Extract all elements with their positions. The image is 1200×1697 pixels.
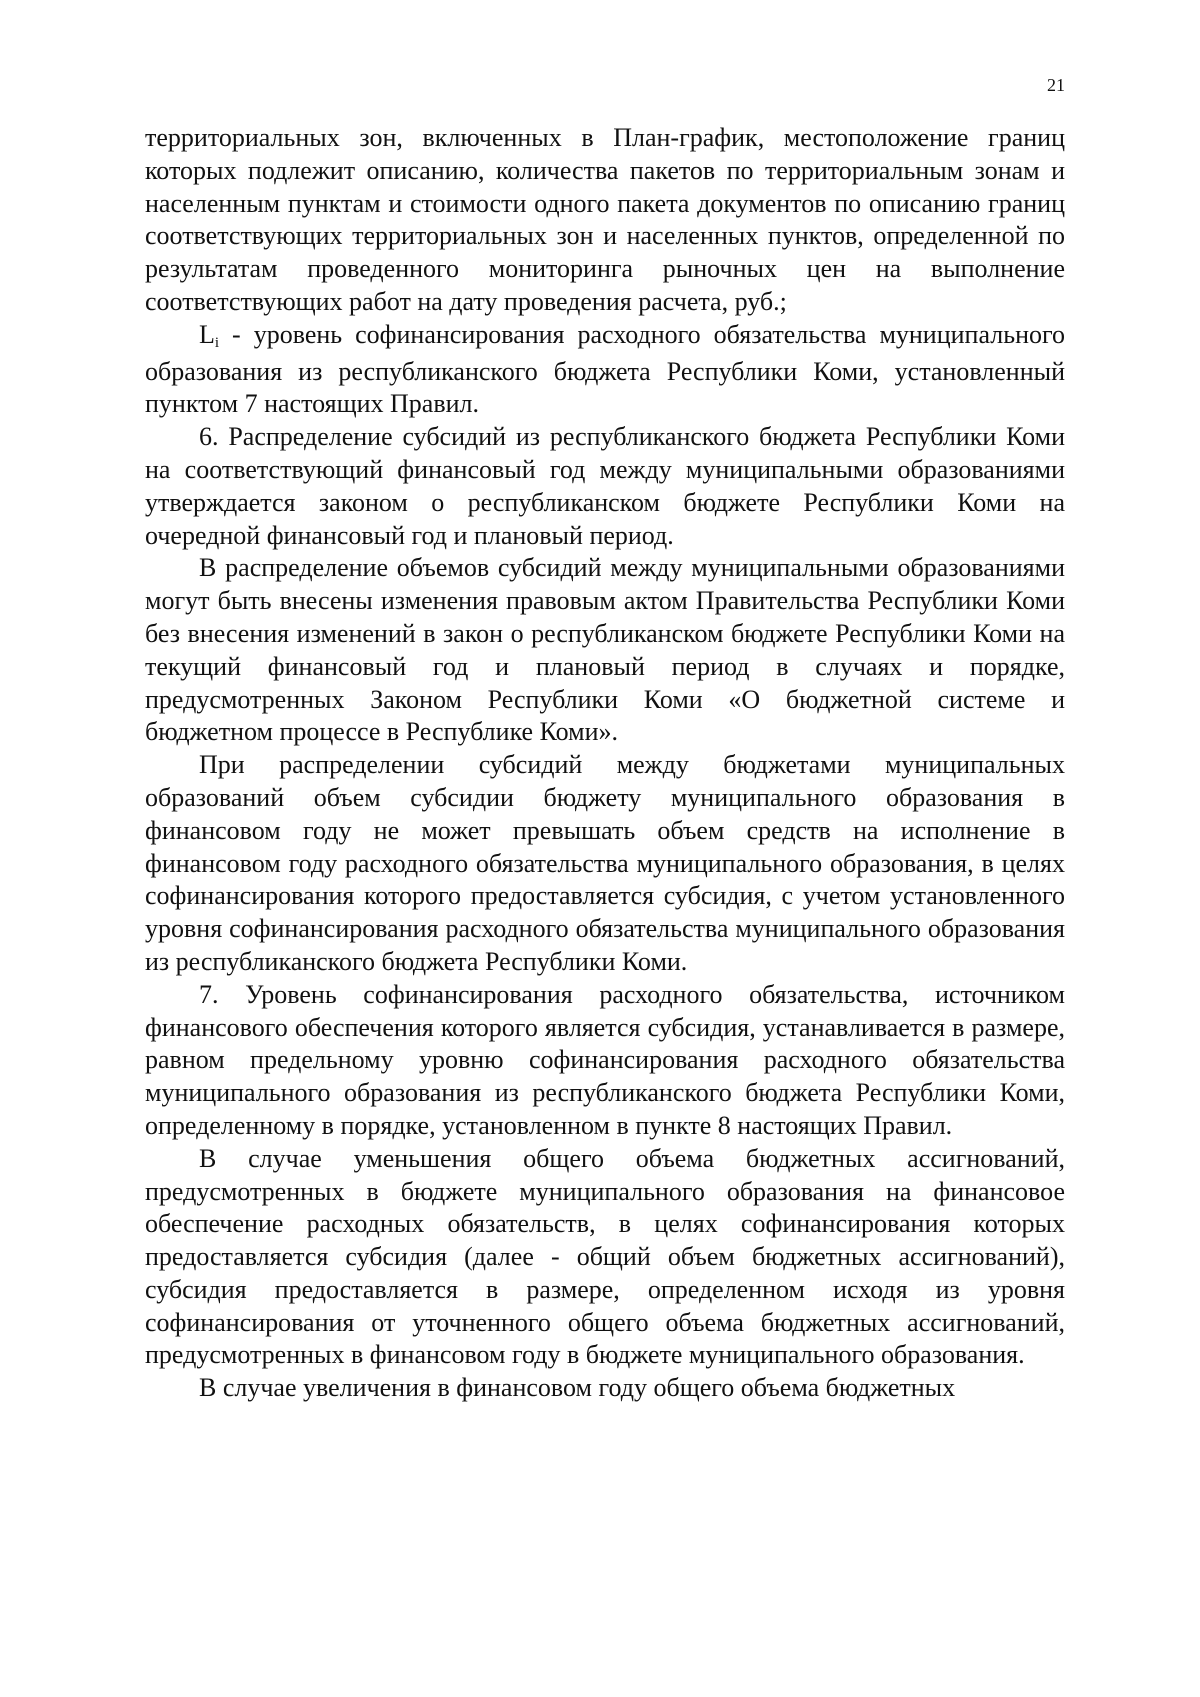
paragraph-increase-case: В случае увеличения в финансовом году общего объема бюджетных: [199, 1373, 956, 1403]
definition-text: - уровень софинансирования расходного обязательства муниципального образования из республиканского бюджета Республики Коми, установленный пунктом 7 настоящих Правил.: [145, 319, 1065, 419]
paragraph-definition-li: [145, 319, 1065, 421]
symbol-subscript: i: [214, 334, 220, 351]
symbol-li: [199, 320, 219, 349]
paragraph-item-7: 7. Уровень софинансирования расходного обязательства, источником финансового обеспечения которого является субсидия, устанавливается в размере, равном предельному уровню софинансирования расходного обязательства муниципального образования из республиканского бюджета Республики Коми, определенному в порядке, установленном в пункте 8 настоящих Правил.: [145, 979, 1065, 1140]
paragraph-distribution-changes: В распределение объемов субсидий между муниципальными образованиями могут быть внесены изменения правовым актом Правительства Республики Коми без внесения изменений в закон о республиканском бюджете Республики Коми на текущий финансовый год и плановый период в случаях и порядке, предусмотренных Законом Республики Коми «О бюджетной системе и бюджетном процессе в Республике Коми».: [145, 553, 1065, 747]
symbol-letter: L: [199, 319, 215, 349]
paragraph-continuation: территориальных зон, включенных в План-график, местоположение границ которых подлежит описанию, количества пакетов по территориальным зонам и населенным пунктам и стоимости одного пакета документов по описанию границ соответствующих территориальных зон и населенных пунктов, определенной по результатам проведенного мониторинга рыночных цен на выполнение соответствующих работ на дату проведения расчета, руб.;: [145, 123, 1065, 316]
document-body: [145, 122, 1065, 1405]
paragraph-decrease-case: В случае уменьшения общего объема бюджетных ассигнований, предусмотренных в бюджете муниципального образования на финансовое обеспечение расходных обязательств, в целях софинансирования которых предоставляется субсидия (далее - общий объем бюджетных ассигнований), субсидия предоставляется в размере, определенном исходя из уровня софинансирования от уточненного общего объема бюджетных ассигнований, предусмотренных в финансовом году в бюджете муниципального образования.: [145, 1143, 1065, 1370]
page-number: 21: [1047, 75, 1065, 95]
paragraph-item-6: 6. Распределение субсидий из республиканского бюджета Республики Коми на соответствующий финансовый год между муниципальными образованиями утверждается законом о республиканском бюджете Республики Коми на очередной финансовый год и плановый период.: [145, 422, 1065, 550]
paragraph-subsidy-limit: При распределении субсидий между бюджетами муниципальных образований объем субсидии бюджету муниципального образования в финансовом году не может превышать объем средств на исполнение в финансовом году расходного обязательства муниципального образования, в целях софинансирования которого предоставляется субсидия, с учетом установленного уровня софинансирования расходного обязательства муниципального образования из республиканского бюджета Республики Коми.: [145, 750, 1065, 976]
